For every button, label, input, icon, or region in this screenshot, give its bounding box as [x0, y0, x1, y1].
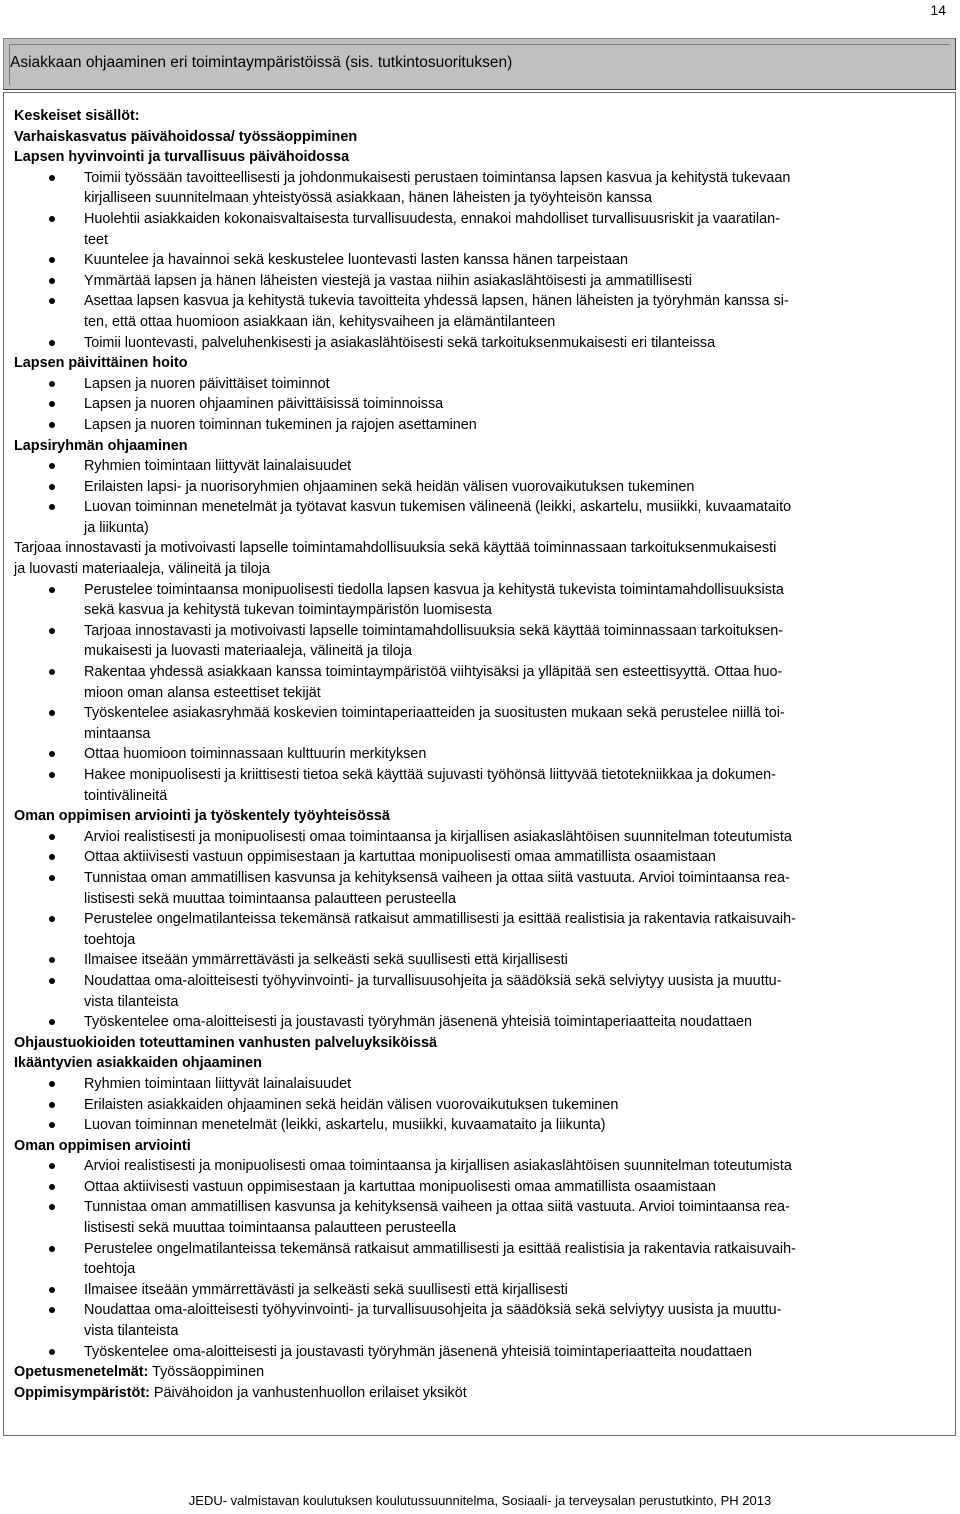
list-item-text: mukaisesti ja luovasti materiaaleja, välineitä ja tiloja — [84, 643, 412, 660]
list-item-text: Ilmaisee itseään ymmärrettävästi ja selkeästi sekä suullisesti että kirjallisesti — [84, 1281, 568, 1298]
list-item-text: ten, että ottaa huomioon asiakkaan iän, kehitysvaiheen ja elämäntilanteen — [84, 313, 556, 330]
bullet-icon — [49, 484, 55, 490]
bullet-icon — [49, 772, 55, 778]
list-item — [14, 168, 944, 209]
field-label: Opetusmenetelmät: — [14, 1364, 149, 1381]
bullet-icon — [49, 710, 55, 716]
field-value: Päivähoidon ja vanhustenhuollon erilaiset yksiköt — [149, 1384, 467, 1401]
list-item-text: Perustelee ongelmatilanteissa tekemänsä ratkaisut ammatillisesti ja esittää realistisia ja rakentavia ratkaisuvaih- — [84, 911, 796, 928]
list-item — [14, 827, 944, 848]
bullet-icon — [49, 257, 55, 263]
list-item-text: Ottaa huomioon toiminnassaan kulttuurin merkityksen — [84, 746, 427, 763]
bullet-icon — [49, 463, 55, 469]
section-heading: Oman oppimisen arviointi — [14, 1137, 191, 1154]
bullet-icon — [49, 1102, 55, 1108]
section-heading: Lapsiryhmän ohjaaminen — [14, 437, 188, 454]
bullet-icon — [49, 1307, 55, 1313]
list-item-text: Erilaisten lapsi- ja nuorisoryhmien ohjaaminen sekä heidän välisen vuorovaikutuksen tukeminen — [84, 478, 695, 495]
list-item — [14, 250, 944, 271]
list-item — [14, 1074, 944, 1095]
list-item — [14, 1342, 944, 1363]
list-item — [14, 765, 944, 806]
page-number: 14 — [930, 2, 946, 18]
section-heading: Varhaiskasvatus päivähoidossa/ työssäoppiminen — [14, 128, 358, 145]
list-item — [14, 909, 944, 950]
section-heading: Oman oppimisen arviointi ja työskentely työyhteisössä — [14, 808, 390, 825]
list-item-text: vista tilanteista — [84, 1323, 179, 1340]
bullet-icon — [49, 1081, 55, 1087]
bullet-icon — [49, 1204, 55, 1210]
list-item — [14, 1156, 944, 1177]
bullet-icon — [49, 1349, 55, 1355]
list-item — [14, 1197, 944, 1238]
list-item — [14, 477, 944, 498]
list-item-text: ja liikunta) — [84, 519, 149, 536]
bullet-icon — [49, 381, 55, 387]
list-item-text: Arvioi realistisesti ja monipuolisesti omaa toimintaansa ja kirjallisen asiakaslähtöisen suunnitelman toteutumista — [84, 1158, 792, 1175]
list-item-text: Perustelee ongelmatilanteissa tekemänsä ratkaisut ammatillisesti ja esittää realistisia ja rakentavia ratkaisuvaih- — [84, 1240, 796, 1257]
list-item-text: Ryhmien toimintaan liittyvät lainalaisuudet — [84, 458, 352, 475]
list-item — [14, 374, 944, 395]
list-item — [14, 847, 944, 868]
list-item — [14, 1095, 944, 1116]
list-item — [14, 1115, 944, 1136]
title-box — [3, 38, 956, 90]
list-item-text: Asettaa lapsen kasvua ja kehitystä tukevia tavoitteita yhdessä lapsen, hänen läheisten ja työryhmän kanssa si- — [84, 293, 789, 310]
list-item-text: Huolehtii asiakkaiden kokonaisvaltaisesta turvallisuudesta, ennakoi mahdolliset turvallisuusriskit ja vaaratilan- — [84, 210, 780, 227]
bullet-icon — [49, 422, 55, 428]
list-item-text: sekä kasvua ja kehitystä tukevan toimintaympäristön luomisesta — [84, 602, 492, 619]
page-footer: JEDU- valmistavan koulutuksen koulutussuunnitelma, Sosiaali- ja terveysalan perustutkinto, PH 2013 — [188, 1493, 772, 1508]
list-item — [14, 1012, 944, 1033]
list-item — [14, 333, 944, 354]
list-item-text: toehtoja — [84, 931, 136, 948]
list-item — [14, 291, 944, 332]
list-item-text: Lapsen ja nuoren päivittäiset toiminnot — [84, 375, 330, 392]
list-item-text: toehtoja — [84, 1261, 136, 1278]
bullet-icon — [49, 587, 55, 593]
section-heading: Lapsen hyvinvointi ja turvallisuus päivähoidossa — [14, 149, 350, 166]
list-item-text: Ilmaisee itseään ymmärrettävästi ja selkeästi sekä suullisesti että kirjallisesti — [84, 952, 568, 969]
list-item-text: Ottaa aktiivisesti vastuun oppimisestaan ja kartuttaa monipuolisesti omaa ammatillista osaamistaan — [84, 1178, 716, 1195]
labeled-line — [14, 1383, 944, 1404]
list-item-text: mintaansa — [84, 725, 151, 742]
section-heading: Lapsen päivittäinen hoito — [14, 355, 188, 372]
list-item-text: listisesti sekä muuttaa toimintaansa palautteen perusteella — [84, 1220, 456, 1237]
list-item-text: Noudattaa oma-aloitteisesti työhyvinvointi- ja turvallisuusohjeita ja säädöksiä sekä selviytyy uusista ja muuttu- — [84, 972, 782, 989]
bullet-icon — [49, 957, 55, 963]
bullet-icon — [49, 834, 55, 840]
bullet-icon — [49, 1019, 55, 1025]
list-item-text: Kuuntelee ja havainnoi sekä keskustelee luontevasti lasten kanssa hänen tarpeistaan — [84, 252, 629, 269]
labeled-line — [14, 1362, 944, 1383]
list-item-text: Tarjoaa innostavasti ja motivoivasti lapselle toimintamahdollisuuksia sekä käyttää toiminnassaan tarkoituksen- — [84, 622, 784, 639]
list-item — [14, 703, 944, 744]
list-item-text: Rakentaa yhdessä asiakkaan kanssa toimintaympäristöä viihtyisäksi ja ylläpitää sen esteettisyyttä. Ottaa huo- — [84, 664, 783, 681]
list-item-text: Lapsen ja nuoren toiminnan tukeminen ja rajojen asettaminen — [84, 416, 477, 433]
paragraph-line: ja luovasti materiaaleja, välineitä ja tiloja — [14, 561, 270, 578]
list-item-text: Toimii työssään tavoitteellisesti ja johdonmukaisesti perustaen toimintansa lapsen kasvua ja kehitystä tukevaan — [84, 169, 791, 186]
section-heading: Keskeiset sisällöt: — [14, 108, 140, 124]
bullet-icon — [49, 175, 55, 181]
list-item — [14, 868, 944, 909]
bullet-icon — [49, 401, 55, 407]
list-item — [14, 497, 944, 538]
list-item-text: tointivälineitä — [84, 787, 168, 804]
list-item — [14, 209, 944, 250]
list-item-text: Ymmärtää lapsen ja hänen läheisten viestejä ja vastaa niihin asiakaslähtöisesti ja ammatillisesti — [84, 272, 692, 289]
list-item — [14, 1177, 944, 1198]
list-item — [14, 415, 944, 436]
list-item-text: Lapsen ja nuoren ohjaaminen päivittäisissä toiminnoissa — [84, 396, 444, 413]
bullet-icon — [49, 278, 55, 284]
list-item-text: kirjalliseen suunnitelmaan yhteistyössä asiakkaan, hänen läheisten ja työyhteisön kanssa — [84, 190, 652, 207]
list-item-text: Ryhmien toimintaan liittyvät lainalaisuudet — [84, 1075, 352, 1092]
content-body — [14, 106, 944, 1403]
section-heading: Ohjaustuokioiden toteuttaminen vanhusten palveluyksiköissä — [14, 1034, 438, 1051]
list-item-text: Ottaa aktiivisesti vastuun oppimisestaan ja kartuttaa monipuolisesti omaa ammatillista osaamistaan — [84, 849, 716, 866]
list-item-text: mioon oman alansa esteettiset tekijät — [84, 684, 321, 701]
section-heading: Ikääntyvien asiakkaiden ohjaaminen — [14, 1055, 262, 1072]
list-item-text: Työskentelee oma-aloitteisesti ja joustavasti työryhmän jäsenenä yhteisiä toimintaperiaatteita noudattaen — [84, 1014, 752, 1031]
list-item-text: Noudattaa oma-aloitteisesti työhyvinvointi- ja turvallisuusohjeita ja säädöksiä sekä selviytyy uusista ja muuttu- — [84, 1302, 782, 1319]
list-item-text: Tunnistaa oman ammatillisen kasvunsa ja kehityksensä vaiheen ja ottaa siitä vastuuta. Arvioi toimintaansa rea- — [84, 1199, 790, 1216]
section-title: Asiakkaan ohjaaminen eri toimintaympäristöissä (sis. tutkintosuorituksen) — [10, 54, 513, 71]
bullet-icon — [49, 978, 55, 984]
list-item — [14, 950, 944, 971]
list-item-text: Työskentelee asiakasryhmää koskevien toimintaperiaatteiden ja suositusten mukaan sekä perustelee niillä toi- — [84, 705, 785, 722]
list-item-text: vista tilanteista — [84, 993, 179, 1010]
list-item — [14, 456, 944, 477]
bullet-icon — [49, 669, 55, 675]
list-item-text: teet — [84, 231, 109, 248]
list-item-text: Työskentelee oma-aloitteisesti ja joustavasti työryhmän jäsenenä yhteisiä toimintaperiaatteita noudattaen — [84, 1343, 752, 1360]
list-item — [14, 662, 944, 703]
list-item-text: Toimii luontevasti, palveluhenkisesti ja asiakaslähtöisesti sekä tarkoituksenmukaisesti eri tilanteissa — [84, 334, 716, 351]
bullet-icon — [49, 216, 55, 222]
list-item — [14, 1239, 944, 1280]
list-item — [14, 394, 944, 415]
field-value: Työssäoppiminen — [148, 1364, 265, 1381]
list-item — [14, 971, 944, 1012]
paragraph-line: Tarjoaa innostavasti ja motivoivasti lapselle toimintamahdollisuuksia sekä käyttää toiminnassaan tarkoituksenmukaisesti — [14, 540, 777, 557]
bullet-icon — [49, 916, 55, 922]
field-label: Oppimisympäristöt: — [14, 1384, 150, 1401]
bullet-icon — [49, 1184, 55, 1190]
list-item-text: Arvioi realistisesti ja monipuolisesti omaa toimintaansa ja kirjallisen asiakaslähtöisen suunnitelman toteutumista — [84, 828, 792, 845]
bullet-icon — [49, 1122, 55, 1128]
list-item — [14, 1280, 944, 1301]
bullet-icon — [49, 1287, 55, 1293]
list-item — [14, 1300, 944, 1341]
list-item-text: Hakee monipuolisesti ja kriittisesti tietoa sekä käyttää sujuvasti työhönsä liittyvää tietotekniikkaa ja dokumen- — [84, 767, 776, 783]
bullet-icon — [49, 1163, 55, 1169]
bullet-icon — [49, 504, 55, 510]
bullet-icon — [49, 628, 55, 634]
bullet-icon — [49, 298, 55, 304]
bullet-icon — [49, 854, 55, 860]
list-item-text: Perustelee toimintaansa monipuolisesti tiedolla lapsen kasvua ja kehitystä tukevista toimintamahdollisuuksista — [84, 581, 784, 598]
list-item — [14, 271, 944, 292]
bullet-icon — [49, 340, 55, 346]
list-item-text: listisesti sekä muuttaa toimintaansa palautteen perusteella — [84, 890, 456, 907]
bullet-icon — [49, 1246, 55, 1252]
list-item-text: Luovan toiminnan menetelmät (leikki, askartelu, musiikki, kuvaamataito ja liikunta) — [84, 1117, 606, 1134]
content-box — [3, 92, 956, 1436]
bullet-icon — [49, 751, 55, 757]
list-item-text: Erilaisten asiakkaiden ohjaaminen sekä heidän välisen vuorovaikutuksen tukeminen — [84, 1096, 619, 1113]
list-item — [14, 621, 944, 662]
list-item-text: Luovan toiminnan menetelmät ja työtavat kasvun tukemisen välineenä (leikki, askartelu, musiikki, kuvaamataito — [84, 499, 792, 516]
list-item — [14, 744, 944, 765]
list-item-text: Tunnistaa oman ammatillisen kasvunsa ja kehityksensä vaiheen ja ottaa siitä vastuuta. Arvioi toimintaansa rea- — [84, 869, 790, 886]
list-item — [14, 580, 944, 621]
bullet-icon — [49, 875, 55, 881]
